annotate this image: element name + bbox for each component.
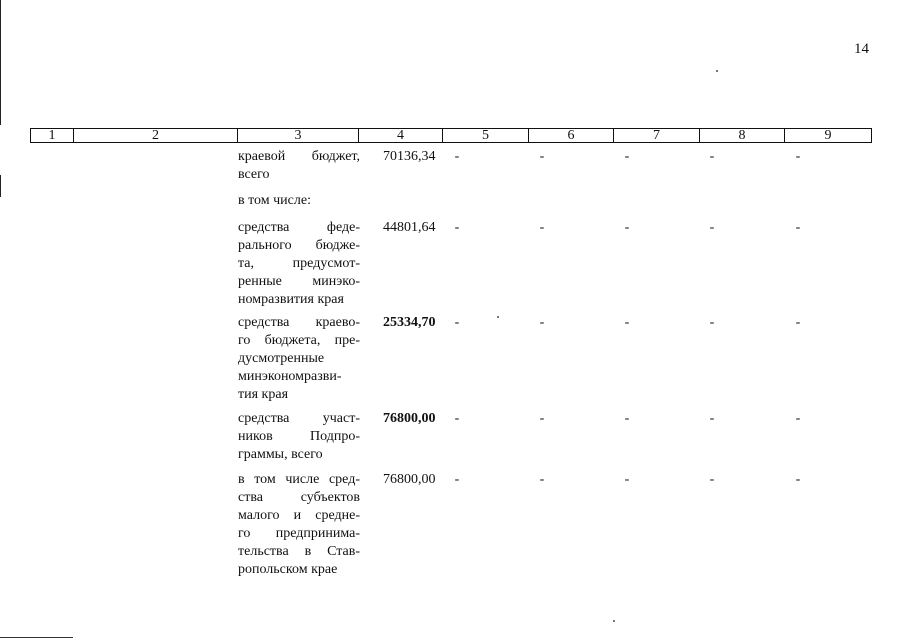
row-dash-col-6: - (539, 315, 545, 330)
row-description-line: граммы, всего (238, 447, 323, 462)
row-dash-col-9: - (795, 472, 801, 487)
row-dash-col-8: - (709, 220, 715, 235)
row-dash-col-7: - (624, 220, 630, 235)
row-dash-col-7: - (624, 149, 630, 164)
row-dash-col-6: - (539, 411, 545, 426)
row-description-line: средства краево- (238, 315, 360, 330)
row-description-line: средства феде- (238, 220, 360, 235)
row-dash-col-5: - (454, 220, 460, 235)
header-col-8: 8 (700, 129, 785, 142)
row-dash-col-6: - (539, 220, 545, 235)
page-left-edge (0, 0, 1, 125)
page-left-edge-mark (0, 175, 1, 197)
row-dash-col-5: - (454, 472, 460, 487)
scan-artifact (613, 620, 615, 622)
row-description-line: ства субъектов (238, 490, 360, 505)
row-dash-col-5: - (454, 411, 460, 426)
row-dash-col-8: - (709, 315, 715, 330)
row-dash-col-9: - (795, 315, 801, 330)
header-col-4: 4 (359, 129, 443, 142)
row-amount: 44801,64 (383, 220, 436, 235)
row-description-line: го бюджета, пре- (238, 333, 360, 348)
row-dash-col-9: - (795, 220, 801, 235)
row-description-line: краевой бюджет, (238, 149, 360, 164)
table-header-row (30, 128, 872, 143)
row-description-line: ников Подпро- (238, 429, 360, 444)
row-description-line: минэкономразви- (238, 369, 342, 384)
row-dash-col-7: - (624, 411, 630, 426)
row-dash-col-9: - (795, 411, 801, 426)
header-col-5: 5 (443, 129, 529, 142)
page-bottom-rule (0, 637, 73, 638)
row-dash-col-9: - (795, 149, 801, 164)
row-amount: 70136,34 (383, 149, 436, 164)
header-col-9: 9 (824, 128, 832, 143)
scan-artifact (716, 70, 718, 72)
row-description-line: го предпринима- (238, 526, 360, 541)
row-dash-col-6: - (539, 472, 545, 487)
row-description-line: ропольском крае (238, 562, 338, 577)
row-description (238, 219, 360, 309)
row-amount: 76800,00 (383, 411, 436, 426)
scan-artifact (497, 316, 499, 318)
row-description-line: малого и средне- (238, 508, 360, 523)
row-description (238, 148, 360, 184)
row-dash-col-5: - (454, 149, 460, 164)
row-description (238, 410, 360, 464)
row-description-line: номразвития края (238, 292, 344, 307)
row-dash-col-8: - (709, 149, 715, 164)
row-dash-col-6: - (539, 149, 545, 164)
row-description (238, 314, 360, 404)
row-amount: 25334,70 (383, 315, 436, 330)
row-amount: 76800,00 (383, 472, 436, 487)
header-col-6: 6 (529, 129, 614, 142)
page-number: 14 (854, 41, 869, 57)
row-dash-col-8: - (709, 472, 715, 487)
row-description-line: в том числе: (238, 193, 311, 208)
row-description (238, 471, 360, 579)
row-description-line: в том числе сред- (238, 472, 360, 487)
row-description-line: всего (238, 167, 270, 182)
row-description-line: та, предусмот- (238, 256, 360, 271)
row-dash-col-5: - (454, 315, 460, 330)
row-description-line: средства участ- (238, 411, 360, 426)
header-col-7: 7 (614, 129, 700, 142)
row-description-line: ренные минэко- (238, 274, 360, 289)
header-col-1: 1 (31, 129, 74, 142)
row-dash-col-8: - (709, 411, 715, 426)
row-description-line: рального бюдже- (238, 238, 360, 253)
row-description-line: дусмотренные (238, 351, 325, 366)
row-description-line: тельства в Став- (238, 544, 360, 559)
row-description-line: тия края (238, 387, 289, 402)
row-dash-col-7: - (624, 315, 630, 330)
row-dash-col-7: - (624, 472, 630, 487)
header-col-3: 3 (238, 129, 359, 142)
row-description (238, 192, 360, 210)
header-col-2: 2 (74, 129, 238, 142)
